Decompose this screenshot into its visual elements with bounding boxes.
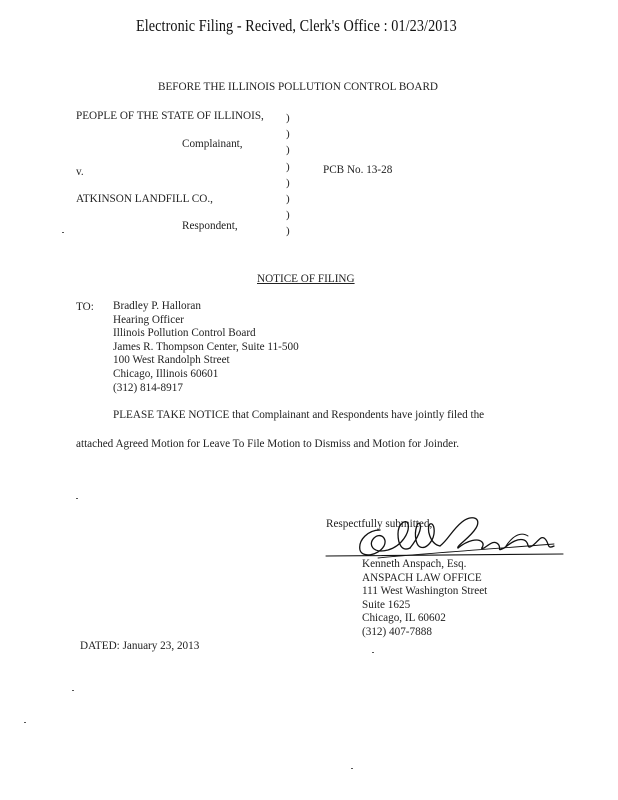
caption-paren: ) [286, 112, 290, 124]
caption-paren: ) [286, 193, 290, 206]
recipient-line: Hearing Officer [113, 313, 184, 326]
recipient-line: Illinois Pollution Control Board [113, 327, 256, 340]
scan-speck [24, 722, 26, 723]
caption-paren: ) [286, 176, 290, 189]
filing-stamp: Electronic Filing - Recived, Clerk's Office : 01/23/2013 [136, 16, 457, 35]
scan-speck [351, 768, 353, 769]
body-line-2: attached Agreed Motion for Leave To File Motion to Dismiss and Motion for Joinder. [76, 438, 460, 450]
caption-paren: ) [286, 225, 290, 238]
signer-line: (312) 407-7888 [362, 625, 432, 638]
to-label: TO: [76, 301, 94, 313]
notice-title: NOTICE OF FILING [257, 273, 355, 285]
respondent-role: Respondent, [182, 220, 238, 232]
scan-speck [372, 652, 374, 653]
case-number: PCB No. 13-28 [323, 164, 393, 176]
signer-line: Chicago, IL 60602 [362, 612, 446, 625]
caption-paren: ) [286, 209, 290, 222]
signer-line: ANSPACH LAW OFFICE [362, 571, 482, 584]
caption-paren: ) [286, 160, 290, 173]
board-heading: BEFORE THE ILLINOIS POLLUTION CONTROL BOARD [158, 81, 438, 93]
respondent-party: ATKINSON LANDFILL CO., [76, 193, 213, 205]
signer-line: Suite 1625 [362, 598, 411, 611]
body-line-1: PLEASE TAKE NOTICE that Complainant and Respondents have jointly filed the [113, 409, 485, 421]
closing: Respectfully submitted, [326, 518, 433, 530]
caption-parentheses [286, 110, 296, 240]
scan-speck [62, 232, 64, 233]
caption-paren: ) [286, 144, 290, 157]
recipient-line: James R. Thompson Center, Suite 11-500 [113, 340, 299, 353]
scan-speck [72, 690, 74, 691]
signer-line: 111 West Washington Street [362, 585, 488, 598]
recipient-address [113, 300, 299, 395]
caption-paren: ) [286, 128, 290, 141]
complainant-party: PEOPLE OF THE STATE OF ILLINOIS, [76, 110, 264, 122]
complainant-role: Complainant, [182, 138, 243, 150]
recipient-line: 100 West Randolph Street [113, 354, 230, 367]
recipient-line: Bradley P. Halloran [113, 300, 201, 312]
versus: v. [76, 166, 84, 178]
signer-line: Kenneth Anspach, Esq. [362, 558, 467, 570]
dated-line: DATED: January 23, 2013 [80, 640, 200, 652]
recipient-line: Chicago, Illinois 60601 [113, 367, 219, 380]
recipient-line: (312) 814-8917 [113, 381, 183, 394]
signer-block [362, 558, 487, 640]
scan-speck [76, 498, 78, 499]
